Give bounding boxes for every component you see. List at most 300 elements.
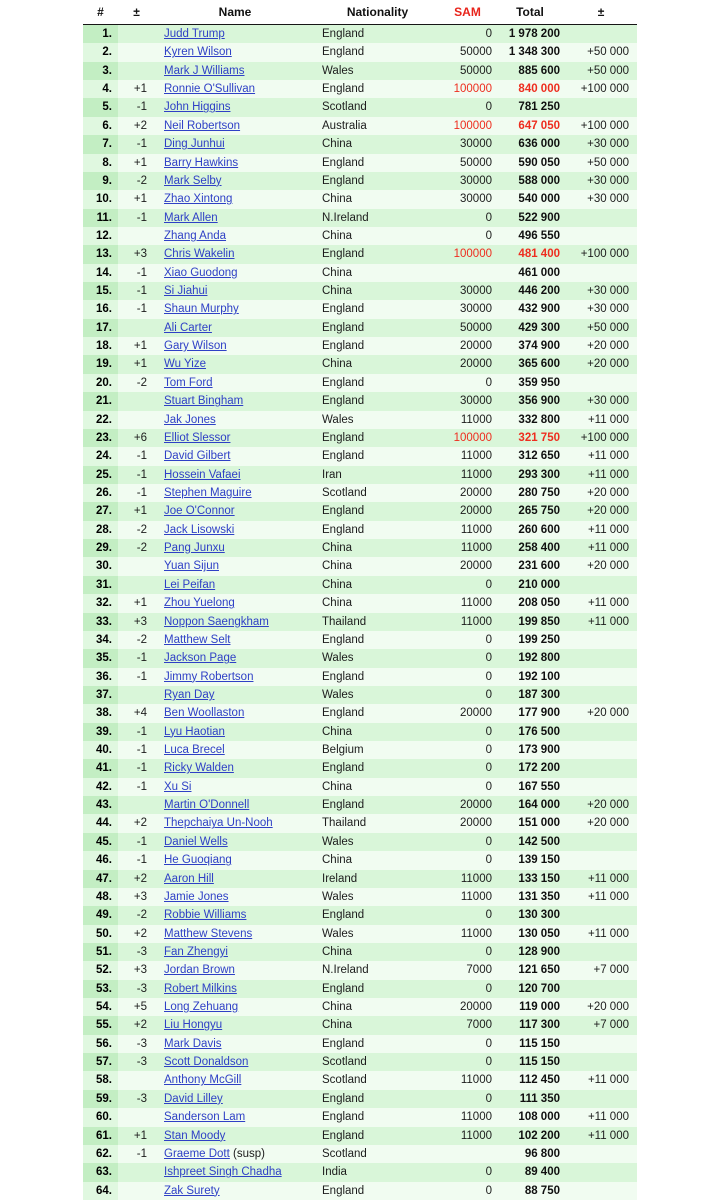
- total-cell: 1 348 300: [495, 43, 565, 61]
- total-cell: 131 350: [495, 888, 565, 906]
- change-cell: +20 000: [565, 998, 637, 1016]
- change-cell: +20 000: [565, 557, 637, 575]
- player-link[interactable]: Daniel Wells: [164, 835, 228, 848]
- sam-cell: 0: [440, 1053, 495, 1071]
- rank-cell: 41.: [83, 759, 118, 777]
- change-cell: [565, 25, 637, 44]
- player-link[interactable]: Ali Carter: [164, 321, 212, 334]
- player-link[interactable]: Aaron Hill: [164, 872, 214, 885]
- name-cell: [155, 741, 315, 759]
- move-cell: [118, 1108, 155, 1126]
- rank-cell: 15.: [83, 282, 118, 300]
- total-cell: 293 300: [495, 466, 565, 484]
- change-cell: +100 000: [565, 80, 637, 98]
- total-cell: 119 000: [495, 998, 565, 1016]
- move-cell: [118, 392, 155, 410]
- sam-cell: 0: [440, 833, 495, 851]
- player-link[interactable]: Jak Jones: [164, 413, 216, 426]
- player-link[interactable]: Matthew Selt: [164, 633, 231, 646]
- change-cell: [565, 943, 637, 961]
- rank-cell: 36.: [83, 668, 118, 686]
- table-row: [83, 484, 637, 502]
- player-link[interactable]: Xiao Guodong: [164, 266, 238, 279]
- move-cell: +2: [118, 870, 155, 888]
- nationality-cell: England: [315, 1108, 440, 1126]
- table-row: [83, 319, 637, 337]
- rank-cell: 23.: [83, 429, 118, 447]
- sam-cell: 0: [440, 209, 495, 227]
- player-link[interactable]: Fan Zhengyi: [164, 945, 228, 958]
- table-row: [83, 392, 637, 410]
- table-row: [83, 814, 637, 832]
- table-row: [83, 759, 637, 777]
- player-link[interactable]: Shaun Murphy: [164, 303, 239, 316]
- player-link[interactable]: Lei Peifan: [164, 578, 216, 591]
- nationality-cell: N.Ireland: [315, 209, 440, 227]
- player-link[interactable]: Jordan Brown: [164, 964, 235, 977]
- change-cell: [565, 631, 637, 649]
- player-link[interactable]: Jack Lisowski: [164, 523, 235, 536]
- player-link[interactable]: Judd Trump: [164, 28, 225, 40]
- name-cell: [155, 80, 315, 98]
- player-link[interactable]: Thepchaiya Un-Nooh: [164, 817, 273, 830]
- change-cell: +30 000: [565, 172, 637, 190]
- total-cell: 88 750: [495, 1182, 565, 1200]
- name-cell: [155, 814, 315, 832]
- move-cell: -2: [118, 172, 155, 190]
- change-cell: +11 000: [565, 1127, 637, 1145]
- rank-cell: 63.: [83, 1163, 118, 1181]
- name-cell: [155, 557, 315, 575]
- name-cell: [155, 521, 315, 539]
- total-cell: 588 000: [495, 172, 565, 190]
- change-cell: +11 000: [565, 521, 637, 539]
- total-cell: 208 050: [495, 594, 565, 612]
- sam-cell: 0: [440, 649, 495, 667]
- sam-cell: 0: [440, 374, 495, 392]
- name-cell: [155, 906, 315, 924]
- rank-cell: 37.: [83, 686, 118, 704]
- name-cell: [155, 961, 315, 979]
- total-cell: 117 300: [495, 1016, 565, 1034]
- sam-cell: 11000: [440, 1127, 495, 1145]
- nationality-cell: Wales: [315, 62, 440, 80]
- rank-cell: 35.: [83, 649, 118, 667]
- sam-cell: 0: [440, 227, 495, 245]
- player-link[interactable]: Zak Surety: [164, 1184, 220, 1197]
- total-cell: 481 400: [495, 245, 565, 263]
- change-cell: +30 000: [565, 190, 637, 208]
- name-cell: [155, 1016, 315, 1034]
- change-cell: +11 000: [565, 613, 637, 631]
- move-cell: [118, 43, 155, 61]
- total-cell: 108 000: [495, 1108, 565, 1126]
- move-cell: -3: [118, 1053, 155, 1071]
- nationality-cell: India: [315, 1163, 440, 1181]
- nationality-cell: Iran: [315, 466, 440, 484]
- player-link[interactable]: Anthony McGill: [164, 1074, 242, 1087]
- move-cell: -1: [118, 466, 155, 484]
- move-cell: -1: [118, 484, 155, 502]
- table-row: [83, 1127, 637, 1145]
- move-cell: +1: [118, 1127, 155, 1145]
- player-link[interactable]: Hossein Vafaei: [164, 468, 241, 481]
- table-row: [83, 539, 637, 557]
- nationality-cell: China: [315, 557, 440, 575]
- table-row: [83, 778, 637, 796]
- rank-cell: 34.: [83, 631, 118, 649]
- player-link[interactable]: Elliot Slessor: [164, 431, 231, 444]
- total-cell: 781 250: [495, 98, 565, 116]
- player-link[interactable]: Kyren Wilson: [164, 46, 232, 59]
- table-row: [83, 925, 637, 943]
- player-link[interactable]: Robbie Williams: [164, 909, 247, 922]
- player-link[interactable]: Ronnie O'Sullivan: [164, 83, 256, 96]
- move-cell: +3: [118, 613, 155, 631]
- name-cell: [155, 355, 315, 373]
- move-cell: -2: [118, 374, 155, 392]
- player-link[interactable]: Luca Brecel: [164, 744, 225, 757]
- total-cell: 374 900: [495, 337, 565, 355]
- player-link[interactable]: Jimmy Robertson: [164, 670, 254, 683]
- total-cell: 115 150: [495, 1035, 565, 1053]
- player-link[interactable]: Pang Junxu: [164, 542, 225, 555]
- name-cell: [155, 466, 315, 484]
- sam-cell: 30000: [440, 190, 495, 208]
- name-cell: [155, 980, 315, 998]
- move-cell: -2: [118, 539, 155, 557]
- sam-cell: [440, 1145, 495, 1163]
- sam-cell: 11000: [440, 1071, 495, 1089]
- table-row: [83, 227, 637, 245]
- change-cell: +20 000: [565, 704, 637, 722]
- player-link[interactable]: Scott Donaldson: [164, 1056, 249, 1069]
- rank-cell: 48.: [83, 888, 118, 906]
- name-cell: [155, 888, 315, 906]
- player-link[interactable]: Si Jiahui: [164, 285, 208, 298]
- player-link[interactable]: David Lilley: [164, 1092, 223, 1105]
- sam-cell: 11000: [440, 411, 495, 429]
- total-cell: 130 050: [495, 925, 565, 943]
- player-link[interactable]: Mark Allen: [164, 211, 218, 224]
- name-cell: [155, 172, 315, 190]
- name-cell: [155, 796, 315, 814]
- table-row: [83, 998, 637, 1016]
- change-cell: [565, 98, 637, 116]
- total-cell: 260 600: [495, 521, 565, 539]
- table-row: [83, 245, 637, 263]
- name-cell: [155, 300, 315, 318]
- name-cell: [155, 135, 315, 153]
- table-row: [83, 613, 637, 631]
- name-cell: [155, 1108, 315, 1126]
- total-cell: 496 550: [495, 227, 565, 245]
- sam-cell: 0: [440, 741, 495, 759]
- player-link[interactable]: Tom Ford: [164, 376, 213, 389]
- sam-cell: 20000: [440, 704, 495, 722]
- sam-cell: 0: [440, 631, 495, 649]
- player-link[interactable]: Ishpreet Singh Chadha: [164, 1166, 282, 1179]
- header-change: ±: [565, 0, 637, 25]
- name-cell: [155, 374, 315, 392]
- move-cell: +3: [118, 961, 155, 979]
- player-link[interactable]: Yuan Sijun: [164, 560, 219, 573]
- player-link[interactable]: Sanderson Lam: [164, 1111, 246, 1124]
- player-link[interactable]: Noppon Saengkham: [164, 615, 269, 628]
- player-link[interactable]: David Gilbert: [164, 450, 231, 463]
- move-cell: -1: [118, 1145, 155, 1163]
- player-link[interactable]: Stuart Bingham: [164, 395, 244, 408]
- player-link[interactable]: Long Zehuang: [164, 1001, 239, 1014]
- change-cell: +11 000: [565, 1108, 637, 1126]
- player-link[interactable]: Jackson Page: [164, 652, 237, 665]
- change-cell: +20 000: [565, 796, 637, 814]
- sam-cell: 11000: [440, 613, 495, 631]
- player-link[interactable]: Barry Hawkins: [164, 156, 239, 169]
- player-link[interactable]: Robert Milkins: [164, 982, 237, 995]
- name-cell: [155, 594, 315, 612]
- total-cell: 151 000: [495, 814, 565, 832]
- sam-cell: 11000: [440, 466, 495, 484]
- change-cell: [565, 209, 637, 227]
- sam-cell: 0: [440, 686, 495, 704]
- nationality-cell: England: [315, 980, 440, 998]
- nationality-cell: China: [315, 998, 440, 1016]
- rank-cell: 20.: [83, 374, 118, 392]
- move-cell: [118, 25, 155, 44]
- rank-cell: 46.: [83, 851, 118, 869]
- name-cell: [155, 411, 315, 429]
- player-link[interactable]: Mark Selby: [164, 174, 222, 187]
- name-cell: [155, 1182, 315, 1200]
- table-row: [83, 1182, 637, 1200]
- change-cell: [565, 723, 637, 741]
- change-cell: +11 000: [565, 594, 637, 612]
- move-cell: [118, 576, 155, 594]
- change-cell: +20 000: [565, 337, 637, 355]
- nationality-cell: Wales: [315, 411, 440, 429]
- table-row: [83, 411, 637, 429]
- sam-cell: 11000: [440, 870, 495, 888]
- nationality-cell: England: [315, 704, 440, 722]
- change-cell: +11 000: [565, 870, 637, 888]
- player-link[interactable]: Mark Davis: [164, 1037, 222, 1050]
- name-cell: [155, 1035, 315, 1053]
- total-cell: 540 000: [495, 190, 565, 208]
- nationality-cell: England: [315, 1182, 440, 1200]
- total-cell: 365 600: [495, 355, 565, 373]
- total-cell: 199 250: [495, 631, 565, 649]
- player-link[interactable]: Ryan Day: [164, 688, 215, 701]
- player-link[interactable]: Joe O'Connor: [164, 505, 235, 518]
- nationality-cell: Wales: [315, 925, 440, 943]
- player-link[interactable]: Zhang Anda: [164, 229, 227, 242]
- nationality-cell: China: [315, 190, 440, 208]
- total-cell: 199 850: [495, 613, 565, 631]
- total-cell: 139 150: [495, 851, 565, 869]
- rank-cell: 58.: [83, 1071, 118, 1089]
- total-cell: 192 800: [495, 649, 565, 667]
- rankings-table-wrap: [83, 0, 637, 1200]
- sam-cell: 11000: [440, 594, 495, 612]
- sam-cell: 100000: [440, 80, 495, 98]
- move-cell: -1: [118, 135, 155, 153]
- player-link[interactable]: Stephen Maguire: [164, 486, 252, 499]
- sam-cell: [440, 264, 495, 282]
- name-cell: [155, 668, 315, 686]
- sam-cell: 0: [440, 1090, 495, 1108]
- name-cell: [155, 25, 315, 44]
- rank-cell: 13.: [83, 245, 118, 263]
- move-cell: +1: [118, 337, 155, 355]
- nationality-cell: Australia: [315, 117, 440, 135]
- player-link[interactable]: Ricky Walden: [164, 762, 234, 775]
- rank-cell: 24.: [83, 447, 118, 465]
- player-link[interactable]: Xu Si: [164, 780, 192, 793]
- rank-cell: 52.: [83, 961, 118, 979]
- player-link[interactable]: Mark J Williams: [164, 64, 245, 77]
- change-cell: [565, 1090, 637, 1108]
- table-row: [83, 943, 637, 961]
- change-cell: [565, 1053, 637, 1071]
- table-row: [83, 1071, 637, 1089]
- move-cell: [118, 62, 155, 80]
- player-link[interactable]: Neil Robertson: [164, 119, 241, 132]
- nationality-cell: England: [315, 154, 440, 172]
- table-row: [83, 429, 637, 447]
- move-cell: +1: [118, 154, 155, 172]
- table-row: [83, 741, 637, 759]
- move-cell: +2: [118, 814, 155, 832]
- sam-cell: 20000: [440, 998, 495, 1016]
- header-sam: SAM: [440, 0, 495, 25]
- name-cell: [155, 447, 315, 465]
- move-cell: -1: [118, 98, 155, 116]
- nationality-cell: England: [315, 300, 440, 318]
- player-link[interactable]: Jamie Jones: [164, 890, 229, 903]
- rank-cell: 8.: [83, 154, 118, 172]
- change-cell: [565, 851, 637, 869]
- rank-cell: 49.: [83, 906, 118, 924]
- rank-cell: 56.: [83, 1035, 118, 1053]
- name-cell: [155, 1053, 315, 1071]
- nationality-cell: China: [315, 594, 440, 612]
- name-cell: [155, 686, 315, 704]
- rank-cell: 54.: [83, 998, 118, 1016]
- change-cell: [565, 1145, 637, 1163]
- move-cell: -1: [118, 741, 155, 759]
- rank-cell: 61.: [83, 1127, 118, 1145]
- move-cell: +1: [118, 594, 155, 612]
- move-cell: +1: [118, 355, 155, 373]
- move-cell: [118, 796, 155, 814]
- header-total: Total: [495, 0, 565, 25]
- player-link[interactable]: Wu Yize: [164, 358, 206, 371]
- move-cell: -1: [118, 778, 155, 796]
- table-row: [83, 466, 637, 484]
- total-cell: 176 500: [495, 723, 565, 741]
- nationality-cell: England: [315, 759, 440, 777]
- rankings-table: [83, 0, 637, 1200]
- nationality-cell: Scotland: [315, 1145, 440, 1163]
- player-link[interactable]: Ding Junhui: [164, 138, 225, 151]
- move-cell: [118, 411, 155, 429]
- name-cell: [155, 282, 315, 300]
- name-cell: [155, 264, 315, 282]
- total-cell: 173 900: [495, 741, 565, 759]
- nationality-cell: China: [315, 264, 440, 282]
- change-cell: +11 000: [565, 466, 637, 484]
- change-cell: +50 000: [565, 62, 637, 80]
- rank-cell: 25.: [83, 466, 118, 484]
- change-cell: [565, 649, 637, 667]
- rank-cell: 45.: [83, 833, 118, 851]
- player-link[interactable]: John Higgins: [164, 101, 231, 114]
- player-link[interactable]: Lyu Haotian: [164, 725, 225, 738]
- table-row: [83, 264, 637, 282]
- player-link[interactable]: Stan Moody: [164, 1129, 226, 1142]
- name-cell: [155, 576, 315, 594]
- player-link[interactable]: Ben Woollaston: [164, 707, 245, 720]
- player-link[interactable]: Graeme Dott: [164, 1147, 230, 1160]
- player-link[interactable]: Gary Wilson: [164, 340, 227, 353]
- total-cell: 265 750: [495, 502, 565, 520]
- player-link[interactable]: Zhao Xintong: [164, 193, 233, 206]
- nationality-cell: Thailand: [315, 814, 440, 832]
- table-row: [83, 209, 637, 227]
- total-cell: 130 300: [495, 906, 565, 924]
- total-cell: 210 000: [495, 576, 565, 594]
- total-cell: 187 300: [495, 686, 565, 704]
- change-cell: +50 000: [565, 154, 637, 172]
- player-link[interactable]: He Guoqiang: [164, 854, 232, 867]
- move-cell: +6: [118, 429, 155, 447]
- nationality-cell: China: [315, 576, 440, 594]
- rank-cell: 3.: [83, 62, 118, 80]
- nationality-cell: Scotland: [315, 98, 440, 116]
- sam-cell: 20000: [440, 557, 495, 575]
- nationality-cell: England: [315, 337, 440, 355]
- name-cell: [155, 998, 315, 1016]
- move-cell: +4: [118, 704, 155, 722]
- change-cell: +30 000: [565, 392, 637, 410]
- name-cell: [155, 337, 315, 355]
- change-cell: +50 000: [565, 319, 637, 337]
- change-cell: +7 000: [565, 1016, 637, 1034]
- player-link[interactable]: Chris Wakelin: [164, 248, 235, 261]
- change-cell: [565, 778, 637, 796]
- nationality-cell: China: [315, 1016, 440, 1034]
- player-link[interactable]: Matthew Stevens: [164, 927, 253, 940]
- sam-cell: 20000: [440, 337, 495, 355]
- player-link[interactable]: Liu Hongyu: [164, 1019, 223, 1032]
- rank-cell: 4.: [83, 80, 118, 98]
- change-cell: [565, 686, 637, 704]
- change-cell: +30 000: [565, 300, 637, 318]
- name-cell: [155, 1163, 315, 1181]
- change-cell: +20 000: [565, 502, 637, 520]
- change-cell: [565, 264, 637, 282]
- total-cell: 258 400: [495, 539, 565, 557]
- player-link[interactable]: Zhou Yuelong: [164, 597, 235, 610]
- total-cell: 177 900: [495, 704, 565, 722]
- change-cell: +11 000: [565, 888, 637, 906]
- name-cell: [155, 190, 315, 208]
- move-cell: -1: [118, 264, 155, 282]
- total-cell: 89 400: [495, 1163, 565, 1181]
- player-link[interactable]: Martin O'Donnell: [164, 799, 250, 812]
- rankings-body: [83, 25, 637, 1201]
